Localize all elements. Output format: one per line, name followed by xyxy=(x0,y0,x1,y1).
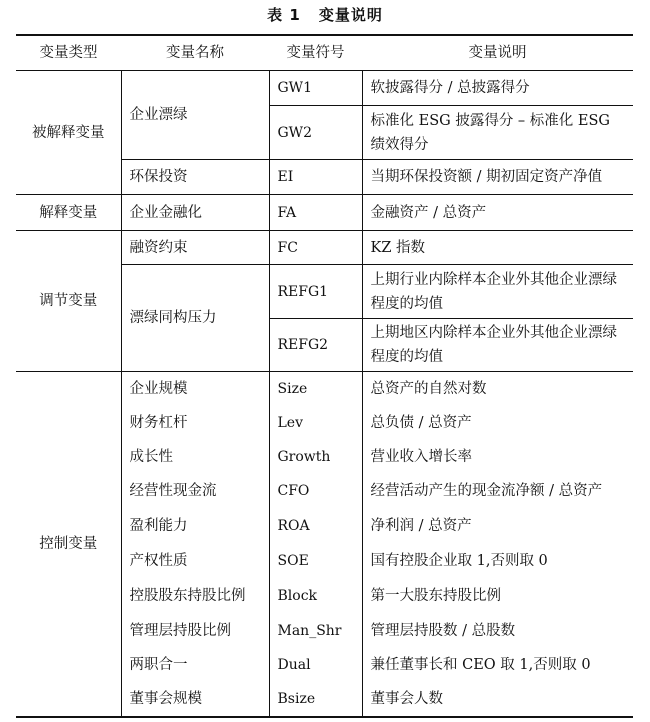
var-symbol: GW1 xyxy=(269,71,362,106)
var-name: 企业规模 xyxy=(121,372,269,406)
var-symbol: Block xyxy=(269,579,362,614)
var-desc: 软披露得分 / 总披露得分 xyxy=(362,71,633,106)
var-name: 控股股东持股比例 xyxy=(121,579,269,614)
var-desc: 管理层持股数 / 总股数 xyxy=(362,614,633,648)
group-type: 解释变量 xyxy=(39,204,98,221)
table-row xyxy=(16,71,633,106)
var-symbol: ROA xyxy=(269,509,362,544)
var-name: 环保投资 xyxy=(121,160,269,195)
group-type: 控制变量 xyxy=(39,535,98,552)
var-desc: 经营活动产生的现金流净额 / 总资产 xyxy=(362,474,633,509)
var-symbol: REFG1 xyxy=(269,265,362,319)
var-desc: 上期行业内除样本企业外其他企业漂绿程度的均值 xyxy=(362,265,633,319)
var-name: 产权性质 xyxy=(121,544,269,579)
var-desc: 营业收入增长率 xyxy=(362,440,633,474)
var-symbol: Bsize xyxy=(269,682,362,717)
table-row xyxy=(16,195,633,231)
var-name: 融资约束 xyxy=(121,231,269,265)
table-row xyxy=(16,372,633,406)
var-name: 财务杠杆 xyxy=(121,406,269,440)
var-name: 两职合一 xyxy=(121,648,269,682)
var-desc: 净利润 / 总资产 xyxy=(362,509,633,544)
var-symbol: SOE xyxy=(269,544,362,579)
var-symbol: Size xyxy=(269,372,362,406)
var-name: 企业漂绿 xyxy=(121,71,269,160)
var-symbol: REFG2 xyxy=(269,319,362,372)
var-symbol: EI xyxy=(269,160,362,195)
table-number: 表 1 xyxy=(267,6,301,24)
header-row xyxy=(16,35,633,71)
header-var-symbol: 变量符号 xyxy=(286,45,345,61)
var-desc: 国有控股企业取 1,否则取 0 xyxy=(362,544,633,579)
var-name: 管理层持股比例 xyxy=(121,614,269,648)
var-desc: 总负债 / 总资产 xyxy=(362,406,633,440)
var-name: 企业金融化 xyxy=(121,195,269,231)
group-type: 被解释变量 xyxy=(32,124,105,141)
var-name: 成长性 xyxy=(121,440,269,474)
var-desc: 当期环保投资额 / 期初固定资产净值 xyxy=(362,160,633,195)
var-symbol: Man_Shr xyxy=(269,614,362,648)
header-var-name: 变量名称 xyxy=(166,45,224,61)
var-symbol: FC xyxy=(269,231,362,265)
var-symbol: Growth xyxy=(269,440,362,474)
var-desc: 上期地区内除样本企业外其他企业漂绿程度的均值 xyxy=(362,319,633,372)
var-symbol: FA xyxy=(269,195,362,231)
var-desc: 总资产的自然对数 xyxy=(362,372,633,406)
var-name: 董事会规模 xyxy=(121,682,269,717)
group-type: 调节变量 xyxy=(39,293,98,309)
var-desc: 兼任董事长和 CEO 取 1,否则取 0 xyxy=(362,648,633,682)
var-name: 漂绿同构压力 xyxy=(121,265,269,372)
var-desc: 第一大股东持股比例 xyxy=(362,579,633,614)
var-name: 经营性现金流 xyxy=(121,474,269,509)
header-var-desc: 变量说明 xyxy=(468,45,527,61)
var-symbol: GW2 xyxy=(269,106,362,160)
var-symbol: CFO xyxy=(269,474,362,509)
table-row xyxy=(16,231,633,265)
variable-table xyxy=(16,34,633,718)
var-name: 盈利能力 xyxy=(121,509,269,544)
header-var-type: 变量类型 xyxy=(39,45,98,61)
var-desc: 董事会人数 xyxy=(362,682,633,717)
var-desc: 金融资产 / 总资产 xyxy=(362,195,633,231)
var-desc: 标准化 ESG 披露得分 – 标准化 ESG 绩效得分 xyxy=(362,106,633,160)
var-symbol: Lev xyxy=(269,406,362,440)
var-symbol: Dual xyxy=(269,648,362,682)
table-caption xyxy=(0,4,650,25)
table-title: 变量说明 xyxy=(318,6,383,24)
var-desc: KZ 指数 xyxy=(362,231,633,265)
